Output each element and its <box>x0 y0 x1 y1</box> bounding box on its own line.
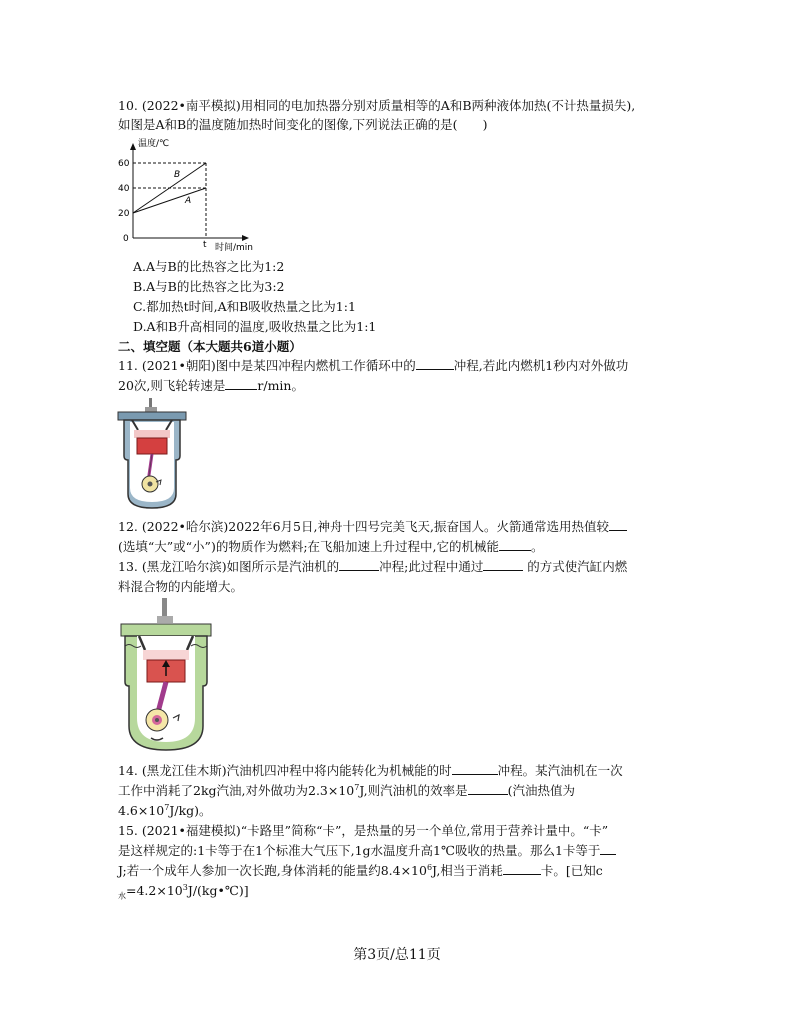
q10-option-d: D.A和B升高相同的温度,吸收热量之比为1:1 <box>133 319 377 334</box>
q11-text-c: 20次,则飞轮转速是 <box>118 378 226 393</box>
q10-option-a: A.A与B的比热容之比为1:2 <box>133 259 285 274</box>
section-heading: 二、填空题（本大题共6道小题） <box>118 339 302 354</box>
q11-text-d: r/min。 <box>257 378 304 393</box>
q10-stem-line1: 10. (2022•南平模拟)用相同的电加热器分别对质量相等的A和B两种液体加热(不计热量损失), <box>118 98 636 113</box>
q14-text-c: 工作中消耗了2kg汽油,对外做功为2.3×10 <box>118 783 355 798</box>
ytick-20: 20 <box>118 209 130 219</box>
q13-text-c: 的方式使汽缸内燃 <box>523 559 628 574</box>
q13-text-b: 冲程;此过程中通过 <box>379 559 484 574</box>
xtick-t: t <box>203 240 207 250</box>
x-axis-arrow <box>242 235 249 241</box>
chart-xlabel: 时间/min <box>215 243 254 252</box>
q14-text-f: 4.6×10 <box>118 803 165 818</box>
q14-line2 <box>118 782 575 800</box>
q15-text-a: 是这样规定的:1卡等于在1个标准大气压下,1g水温度升高1℃吸收的热量。那么1卡等于 <box>118 843 601 858</box>
q11-line2 <box>118 377 304 395</box>
q11-blank-2[interactable] <box>225 377 257 390</box>
q10-option-c: C.都加热t时间,A和B吸收热量之比为1:1 <box>133 299 356 314</box>
q15-blank-1[interactable] <box>600 842 616 855</box>
q13-line2: 料混合物的内能增大。 <box>118 579 244 594</box>
q12-text-c: 。 <box>531 539 544 554</box>
q11-line1 <box>118 357 628 375</box>
q14-text-e: (汽油热值为 <box>507 783 576 798</box>
q10-option-b: B.A与B的比热容之比为3:2 <box>133 279 285 294</box>
q13-line1 <box>118 558 627 576</box>
q15-line2 <box>118 842 616 860</box>
q14-blank-2[interactable] <box>468 782 508 795</box>
q15-blank-2[interactable] <box>503 862 541 875</box>
y-axis-arrow <box>130 143 136 150</box>
q14-text-b: 冲程。某汽油机在一次 <box>497 763 623 778</box>
q14-exp-1: 7 <box>354 782 360 792</box>
engine-diagram-2 <box>117 598 215 756</box>
q14-text-a: 14. (黑龙江佳木斯)汽油机四冲程中将内能转化为机械能的时 <box>118 763 452 778</box>
ytick-40: 40 <box>118 184 130 194</box>
series-b-label: B <box>174 170 181 180</box>
q11-blank-1[interactable] <box>416 357 454 370</box>
series-a-label: A <box>185 196 192 206</box>
q15-exp-2: 3 <box>182 882 188 892</box>
q12-line2 <box>118 538 544 556</box>
temperature-time-chart <box>112 134 272 252</box>
q10-stem-line2: 如图是A和B的温度随加热时间变化的图像,下列说法正确的是( ) <box>118 117 488 132</box>
q15-text-d: 卡。[已知c <box>540 863 603 878</box>
q15-line4 <box>118 882 249 900</box>
q13-blank-1[interactable] <box>339 558 379 571</box>
q15-text-f: J/(kg•℃)] <box>187 883 249 898</box>
q14-exp-2: 7 <box>164 802 170 812</box>
ytick-60: 60 <box>118 159 130 169</box>
q12-blank-2[interactable] <box>499 538 531 551</box>
chart-ylabel: 温度/℃ <box>138 139 170 149</box>
ytick-0: 0 <box>123 234 129 244</box>
q13-blank-2[interactable] <box>483 558 523 571</box>
q11-text-b: 冲程,若此内燃机1秒内对外做功 <box>453 358 629 373</box>
q15-text-c: J,相当于消耗 <box>432 863 503 878</box>
q15-line1: 15. (2021•福建模拟)“卡路里”简称“卡”，是热量的另一个单位,常用于营养计量中。“卡” <box>118 823 609 838</box>
q15-text-e: =4.2×10 <box>126 883 183 898</box>
q14-text-g: J/kg)。 <box>169 803 212 818</box>
q15-text-b: J;若一个成年人参加一次长跑,身体消耗的能量约8.4×10 <box>118 863 427 878</box>
page-footer: 第3页/总11页 <box>353 947 441 963</box>
q12-blank-1[interactable] <box>609 518 627 531</box>
q14-blank-1[interactable] <box>452 762 498 775</box>
q14-line1 <box>118 762 623 780</box>
series-a-line <box>133 188 206 213</box>
q14-line3 <box>118 802 212 820</box>
q15-exp-1: 6 <box>426 862 433 872</box>
q15-sub-water: 水 <box>118 891 126 901</box>
q14-text-d: J,则汽油机的效率是 <box>359 783 468 798</box>
q12-line1 <box>118 518 627 536</box>
q11-text-a: 11. (2021•朝阳)图中是某四冲程内燃机工作循环中的 <box>118 358 416 373</box>
engine-diagram-1 <box>116 398 188 510</box>
q12-text-a: 12. (2022•哈尔滨)2022年6月5日,神舟十四号完美飞天,振奋国人。火箭通常选用热值较 <box>118 519 609 534</box>
q15-line3 <box>118 862 603 880</box>
q12-text-b: (选填“大”或“小”)的物质作为燃料;在飞船加速上升过程中,它的机械能 <box>118 539 500 554</box>
q13-text-a: 13. (黑龙江哈尔滨)如图所示是汽油机的 <box>118 559 340 574</box>
